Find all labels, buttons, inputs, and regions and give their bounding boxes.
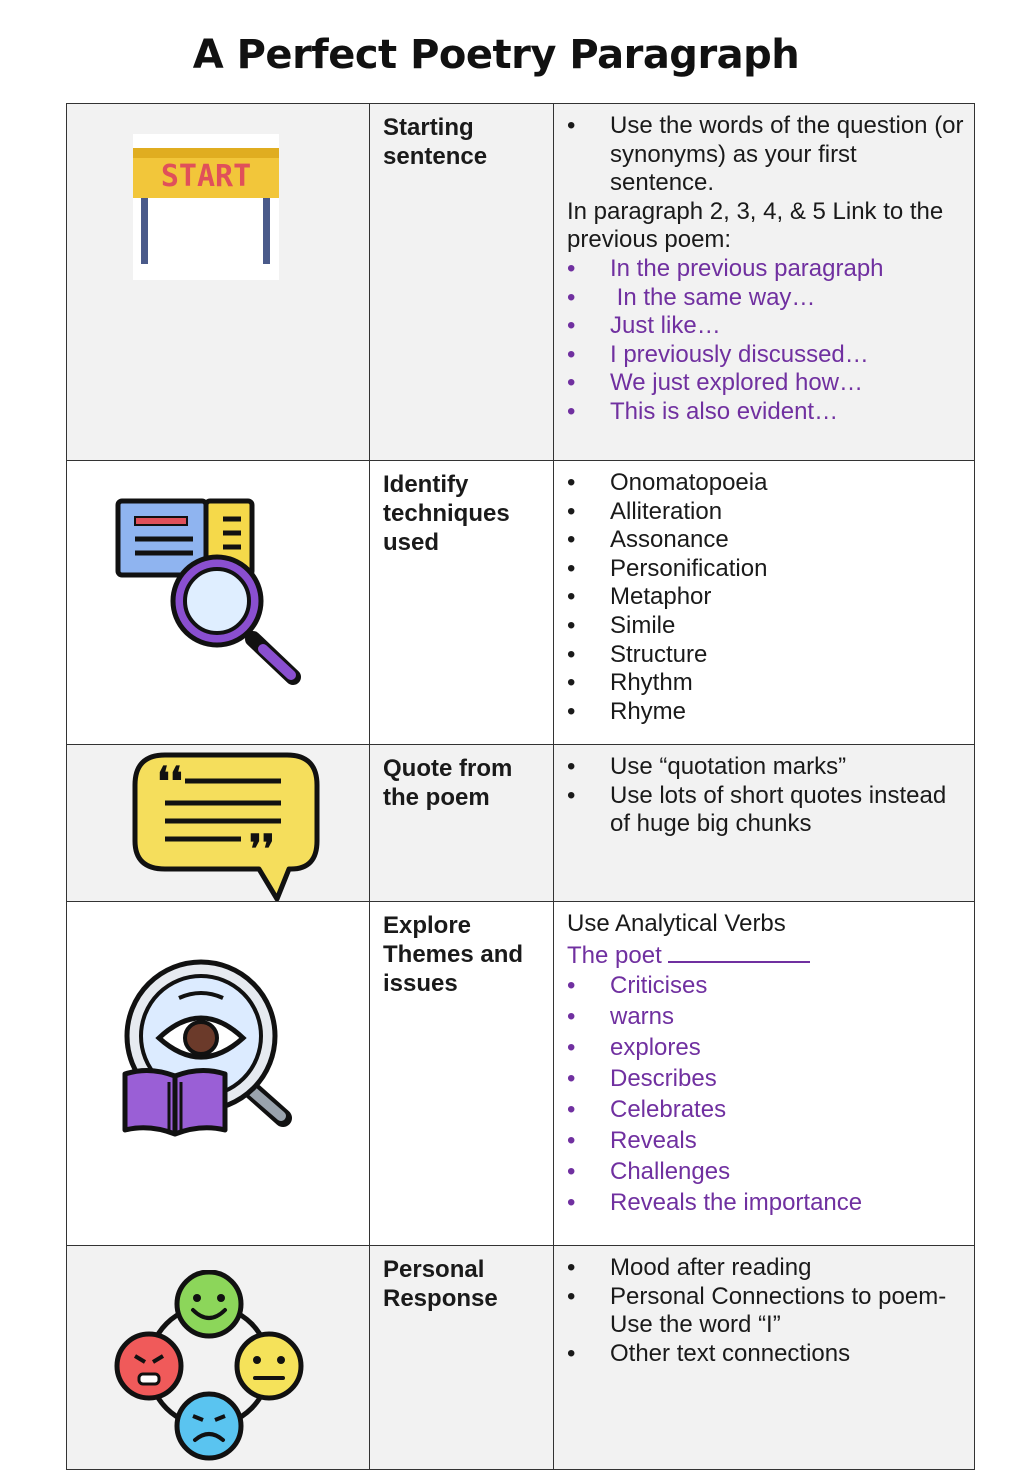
list-item: • Personification xyxy=(567,555,964,584)
list-item: • In the previous paragraph xyxy=(567,255,964,284)
row-quote-from-poem xyxy=(67,745,975,902)
svg-text:❛❛: ❛❛ xyxy=(157,758,183,805)
list-item: • Other text connections xyxy=(567,1340,964,1369)
row-label: Quote from the poem xyxy=(383,755,513,811)
list-item: • Use the words of the question (or synonyms) as your first sentence. xyxy=(567,112,964,198)
link-note: In paragraph 2, 3, 4, & 5 Link to the previous poem: xyxy=(567,197,944,254)
list-item: • Reveals xyxy=(567,1125,964,1156)
row-personal-response xyxy=(67,1246,975,1470)
content-cell xyxy=(554,104,975,461)
list-item: • Rhyme xyxy=(567,698,964,727)
poetry-paragraph-table xyxy=(66,103,975,1470)
label-cell xyxy=(370,461,554,745)
list-item: • We just explored how… xyxy=(567,369,964,398)
content-cell xyxy=(554,1246,975,1470)
page-title: A Perfect Poetry Paragraph xyxy=(192,32,800,78)
list-item: • Rhythm xyxy=(567,669,964,698)
row-label: Explore Themes and issues xyxy=(383,912,524,997)
list-item: • Challenges xyxy=(567,1156,964,1187)
list-item: • Mood after reading xyxy=(567,1254,964,1283)
label-cell xyxy=(370,1246,554,1470)
analytical-verbs-heading: Use Analytical Verbs xyxy=(567,910,786,937)
fill-in-blank xyxy=(668,939,810,963)
list-item: • Personal Connections to poem- Use the word “I” xyxy=(567,1283,964,1340)
list-item: • In the same way… xyxy=(567,284,964,313)
icon-cell xyxy=(67,104,370,461)
list-item: • Simile xyxy=(567,612,964,641)
list-item: • warns xyxy=(567,1001,964,1032)
row-label: Identify techniques used xyxy=(383,471,510,556)
list-item: • This is also evident… xyxy=(567,398,964,427)
svg-text:❜❜: ❜❜ xyxy=(249,826,275,873)
icon-cell xyxy=(67,745,370,902)
magnifier-document-icon xyxy=(113,497,309,693)
list-item: • Celebrates xyxy=(567,1094,964,1125)
list-item: • Structure xyxy=(567,641,964,670)
content-cell xyxy=(554,461,975,745)
content-cell xyxy=(554,902,975,1246)
list-item: • Use lots of short quotes instead of huge big chunks xyxy=(567,782,964,839)
label-cell xyxy=(370,902,554,1246)
the-poet-label: The poet xyxy=(567,941,662,969)
list-item: • Criticises xyxy=(567,970,964,1001)
row-starting-sentence xyxy=(67,104,975,461)
label-cell xyxy=(370,745,554,902)
list-item: • Onomatopoeia xyxy=(567,469,964,498)
eye-magnifier-book-icon xyxy=(119,958,299,1148)
start-banner-icon xyxy=(133,134,279,280)
icon-cell xyxy=(67,902,370,1246)
row-label: Starting sentence xyxy=(383,114,488,170)
list-item: • Just like… xyxy=(567,312,964,341)
list-item: • Use “quotation marks” xyxy=(567,753,964,782)
icon-cell xyxy=(67,1246,370,1470)
row-explore-themes xyxy=(67,902,975,1246)
list-item: • explores xyxy=(567,1032,964,1063)
label-cell xyxy=(370,104,554,461)
list-item: • Alliteration xyxy=(567,498,964,527)
list-item: • Metaphor xyxy=(567,583,964,612)
emotion-faces-icon xyxy=(113,1270,305,1462)
content-cell xyxy=(554,745,975,902)
row-label: Personal Response xyxy=(383,1256,498,1312)
row-identify-techniques xyxy=(67,461,975,745)
list-item: • Reveals the importance xyxy=(567,1187,964,1218)
list-item: • Describes xyxy=(567,1063,964,1094)
list-item: • I previously discussed… xyxy=(567,341,964,370)
svg-text:START: START xyxy=(160,159,252,194)
icon-cell xyxy=(67,461,370,745)
the-poet-line xyxy=(567,939,964,971)
list-item: • Assonance xyxy=(567,526,964,555)
quote-bubble-icon xyxy=(131,751,321,901)
